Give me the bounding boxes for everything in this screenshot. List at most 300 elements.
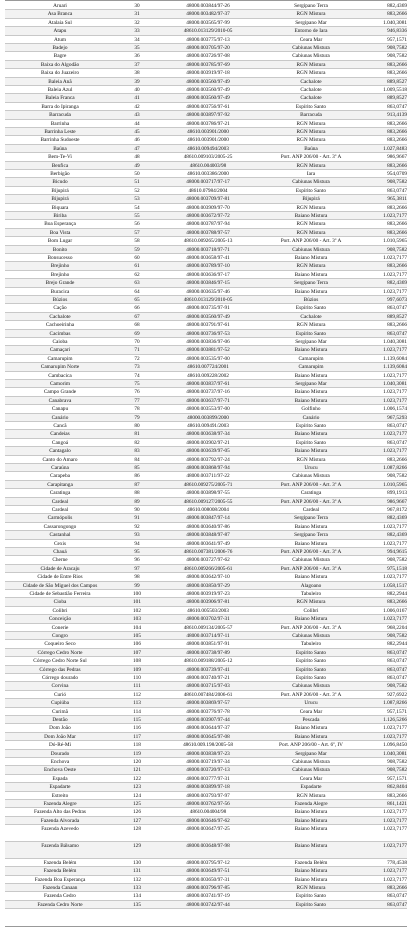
process-number-cell: 48610.013129/2010-05: [183, 297, 233, 303]
price-cell: 883,2666: [387, 61, 407, 68]
field-name-cell: Espadarte: [49, 784, 71, 791]
seq-number-cell: 107: [133, 649, 141, 656]
reference-crude-cell: Baiano Mistura: [294, 372, 328, 379]
process-number-cell: 48000.003639/97-05: [186, 448, 230, 455]
reference-crude-cell: Bijupirá: [302, 196, 320, 203]
field-name-cell: Aruari: [53, 3, 67, 9]
seq-number-cell: 78: [134, 406, 140, 413]
reference-crude-cell: Cachalote: [300, 313, 322, 320]
price-cell: 975,1518: [387, 565, 407, 572]
process-number-cell: 48000.003650/97-31: [186, 876, 230, 883]
table-row: [5, 724, 407, 732]
seq-number-cell: 61: [134, 263, 140, 270]
process-number-cell: 48000.003847/97-14: [186, 515, 230, 522]
table-row: [5, 111, 407, 119]
price-cell: 1.023,7177: [383, 213, 407, 219]
table-row: [5, 128, 407, 136]
field-name-cell: Canapu: [51, 406, 69, 413]
table-row: [5, 170, 407, 178]
seq-number-cell: 74: [134, 372, 140, 379]
seq-number-cell: 110: [133, 675, 141, 681]
reference-crude-cell: Urucu: [304, 465, 318, 471]
process-number-cell: 48610.009266/2005-61: [183, 565, 233, 572]
field-name-cell: Bom Lugar: [47, 238, 73, 245]
table-bottom-rule: [5, 926, 407, 927]
table-row: [5, 279, 407, 287]
reference-crude-cell: Espírito Santo: [295, 187, 327, 194]
process-number-cell: 48000.003648/97-98: [186, 843, 230, 849]
field-name-cell: Baleia Franca: [45, 95, 75, 102]
table-row: [5, 489, 407, 497]
reference-crude-cell: Baiano Mistura: [294, 540, 328, 547]
seq-number-cell: 134: [133, 893, 141, 900]
table-row: [5, 355, 407, 363]
process-number-cell: 48000.003899/2000: [187, 414, 229, 421]
seq-number-cell: 30: [134, 3, 140, 9]
table-row: [5, 666, 407, 674]
price-cell: 883,2666: [387, 129, 407, 135]
seq-number-cell: 52: [134, 187, 140, 194]
seq-number-cell: 133: [133, 885, 141, 891]
seq-number-cell: 96: [134, 557, 140, 564]
process-number-cell: 48000.003560/97-49: [186, 87, 230, 93]
price-cell: 946,8336: [387, 28, 407, 35]
table-row: [5, 598, 407, 606]
reference-crude-cell: Baiano Mistura: [294, 288, 328, 295]
process-number-cell: 48000.003647/97-25: [186, 826, 230, 833]
seq-number-cell: 93: [134, 532, 140, 539]
seq-number-cell: 56: [134, 221, 140, 228]
price-cell: 1.023,7177: [383, 540, 407, 547]
reference-crude-cell: Cabiunas Mistura: [292, 759, 330, 765]
table-row: [5, 867, 407, 875]
field-name-cell: Cidade de Aracaju: [40, 565, 80, 572]
table-row: [5, 884, 407, 892]
table-row: [5, 582, 407, 590]
reference-crude-cell: Baiano Mistura: [294, 725, 328, 732]
field-name-cell: Bicudo: [52, 179, 68, 186]
seq-number-cell: 40: [134, 87, 140, 93]
price-cell: 1.023,7177: [383, 372, 407, 379]
process-number-cell: 48000.003738/97-89: [186, 649, 230, 656]
table-row: [5, 229, 407, 237]
field-name-cell: Fazenda Belém: [43, 868, 77, 875]
process-number-cell: 48000.003672/97-72: [186, 213, 230, 219]
price-cell: 1.040,3081: [383, 339, 407, 345]
process-number-cell: 48000.003919/97-23: [186, 591, 230, 597]
table-row: [5, 825, 407, 842]
field-name-cell: Córrego das Pedras: [39, 666, 81, 673]
seq-number-cell: 50: [134, 171, 140, 177]
price-cell: 908,7582: [387, 45, 407, 51]
field-name-cell: Coqueiro Seco: [44, 641, 76, 648]
seq-number-cell: 43: [134, 112, 140, 119]
process-number-cell: 48000.003789/97-10: [186, 263, 230, 270]
seq-number-cell: 113: [133, 700, 141, 707]
price-cell: 1.023,7177: [383, 397, 407, 404]
price-cell: 883,2666: [387, 11, 407, 18]
table-row: [5, 699, 407, 707]
price-cell: 863,0747: [387, 675, 407, 681]
field-name-cell: Baixa do Juazeiro: [41, 70, 79, 77]
seq-number-cell: 97: [134, 565, 140, 572]
field-name-cell: Asa Branca: [47, 11, 73, 18]
table-row: [5, 78, 407, 86]
reference-crude-cell: Port. ANP 206/00 - Art. 3º A: [280, 154, 342, 161]
reference-crude-cell: Sergipano Mar: [295, 381, 327, 387]
reference-crude-cell: Baiano Mistura: [294, 389, 328, 396]
process-number-cell: 48000.003741/97-19: [186, 893, 230, 900]
table-row: [5, 506, 407, 514]
seq-number-cell: 44: [134, 120, 140, 127]
field-name-cell: Barrinha: [50, 120, 70, 127]
seq-number-cell: 114: [133, 708, 141, 715]
reference-crude-cell: Espírito Santo: [295, 658, 327, 665]
process-number-cell: 48610.009134/2005-57: [183, 624, 233, 631]
price-cell: 908,7582: [387, 179, 407, 186]
reference-crude-cell: Cachalote: [300, 87, 322, 93]
process-number-cell: 48000.003560/97-49: [186, 95, 230, 102]
process-number-cell: 48000.003848/97-87: [186, 532, 230, 539]
price-cell: 861,1421: [387, 801, 407, 807]
field-name-cell: Atapu: [53, 28, 67, 35]
seq-number-cell: 118: [133, 742, 141, 749]
price-cell: 1.009,5518: [383, 87, 407, 93]
field-name-cell: Cidade de Sebastião Ferreira: [29, 591, 91, 597]
price-cell: 927,6922: [387, 691, 407, 698]
field-name-cell: Biriba: [53, 213, 67, 219]
process-number-cell: 48000.003637/97-71: [186, 397, 230, 404]
field-name-cell: Córrego dourado: [41, 675, 79, 681]
table-row: [5, 86, 407, 94]
seq-number-cell: 116: [133, 725, 141, 732]
process-number-cell: 48610.003386/2000: [187, 171, 229, 177]
price-cell: 908,7582: [387, 246, 407, 253]
seq-number-cell: 126: [133, 809, 141, 816]
process-number-cell: 48000.003702/97-31: [186, 616, 230, 623]
field-name-cell: Canabrava: [48, 397, 72, 404]
reference-crude-cell: Baiano Mistura: [294, 431, 328, 438]
field-name-cell: Dom João: [49, 725, 71, 732]
field-name-cell: Córrego Cedro Norte Sul: [33, 658, 87, 665]
seq-number-cell: 45: [134, 129, 140, 135]
table-row: [5, 716, 407, 724]
reference-crude-cell: Baiano Mistura: [294, 843, 328, 849]
reference-crude-cell: Cardeal: [302, 507, 320, 513]
table-row: [5, 346, 407, 354]
price-cell: 1.023,7177: [383, 255, 407, 261]
field-name-cell: Canto do Amaro: [42, 456, 78, 463]
field-name-cell: Cupiúba: [51, 700, 69, 707]
process-number-cell: 48000.003796/97-85: [186, 885, 230, 891]
table-row: [5, 153, 407, 161]
reference-crude-cell: Tabuleiro: [300, 641, 322, 648]
seq-number-cell: 104: [133, 624, 141, 631]
field-name-cell: Estreito: [51, 792, 69, 799]
process-number-cell: 48000.003909/97-70: [186, 204, 230, 211]
table-row: [5, 892, 407, 900]
process-number-cell: 48610.007381/2006-76: [183, 549, 233, 555]
reference-crude-cell: Cachalote: [300, 95, 322, 102]
table-row: [5, 531, 407, 539]
reference-crude-cell: Barracuda: [300, 112, 322, 119]
table-row: [5, 615, 407, 623]
field-name-cell: Camarupim: [47, 355, 73, 362]
field-name-cell: Berbigão: [50, 171, 70, 177]
table-row: [5, 498, 407, 506]
process-number-cell: 48000.003791/97-61: [186, 322, 230, 329]
field-name-cell: Brejo Grande: [45, 280, 75, 287]
field-name-cell: Corvina: [51, 683, 69, 690]
price-cell: 863,0747: [387, 305, 407, 312]
seq-number-cell: 127: [133, 817, 141, 824]
process-number-cell: 48000.003711/97-22: [186, 473, 230, 480]
field-name-cell: Baleia Anã: [48, 78, 72, 85]
table-row: [5, 464, 407, 472]
seq-number-cell: 92: [134, 523, 140, 530]
table-row: [5, 187, 407, 195]
seq-number-cell: 99: [134, 582, 140, 589]
reference-crude-cell: Cabiunas Mistura: [292, 45, 330, 51]
price-cell: 1.023,7177: [383, 725, 407, 732]
process-number-cell: 48000.003646/97-62: [186, 817, 230, 824]
process-number-cell: 48000.003641/97-49: [186, 540, 230, 547]
table-row: [5, 590, 407, 598]
process-number-cell: 48610.009228/2002: [187, 372, 229, 379]
table-row: [5, 94, 407, 102]
field-name-cell: Cambacica: [48, 372, 72, 379]
table-row: [5, 103, 407, 111]
field-name-cell: Chauá: [53, 549, 67, 555]
seq-number-cell: 132: [133, 876, 141, 883]
field-name-cell: Atum: [53, 36, 67, 43]
process-number-cell: 48000.003902/97-21: [186, 439, 230, 446]
reference-crude-cell: RGN Mistura: [296, 70, 326, 77]
process-number-cell: 48610.009188/2005-12: [183, 658, 233, 665]
table-row: [5, 439, 407, 447]
price-cell: 1.126,5266: [383, 717, 407, 723]
reference-crude-cell: Baiano Mistura: [294, 347, 328, 354]
price-cell: 967,5293: [387, 414, 407, 421]
field-name-cell: Barrinha Leste: [44, 129, 76, 135]
field-name-cell: Carapeba: [50, 473, 70, 480]
table-row: [5, 246, 407, 254]
field-name-cell: Fazenda Azevedo: [41, 826, 79, 833]
table-row: [5, 733, 407, 741]
price-cell: 986,9667: [387, 498, 407, 505]
price-cell: 883,2666: [387, 792, 407, 799]
seq-number-cell: 70: [134, 339, 140, 345]
price-cell: 913,4139: [387, 112, 407, 119]
table-row: [5, 640, 407, 648]
seq-number-cell: 111: [133, 683, 141, 690]
process-number-cell: 48610.009491/2003: [187, 423, 229, 429]
table-row: [5, 237, 407, 245]
price-cell: 986,9667: [387, 154, 407, 161]
reference-crude-cell: Port. ANP 206/00 - Art. 3º A: [280, 498, 342, 505]
field-name-cell: Fazenda Alvorada: [40, 817, 80, 824]
reference-crude-cell: Ceara Mar: [299, 775, 323, 782]
seq-number-cell: 69: [134, 330, 140, 337]
price-cell: 778,4538: [387, 859, 407, 866]
table-row: [5, 565, 407, 573]
reference-crude-cell: Cabiunas Mistura: [292, 767, 330, 774]
process-number-cell: 48000.003775/97-13: [186, 36, 230, 43]
table-row: [5, 120, 407, 128]
price-cell: 882,2944: [387, 591, 407, 597]
price-cell: 957,1571: [387, 36, 407, 43]
price-cell: 908,7582: [387, 557, 407, 564]
process-number-cell: 48000.003776/97-78: [186, 708, 230, 715]
price-cell: 889,8527: [387, 95, 407, 102]
seq-number-cell: 37: [134, 61, 140, 68]
field-name-cell: Fazenda Alto das Pedras: [34, 809, 86, 816]
price-cell: 882,4369: [387, 515, 407, 522]
price-cell: 908,7582: [387, 683, 407, 690]
price-cell: 883,2666: [387, 120, 407, 127]
field-name-cell: Cidade de Entre Rios: [37, 574, 83, 581]
price-cell: 994,9615: [387, 549, 407, 555]
reference-crude-cell: Tabuleiro: [300, 591, 322, 597]
field-name-cell: Bagre: [53, 53, 67, 60]
field-name-cell: Cherne: [52, 557, 68, 564]
field-name-cell: Colibri: [52, 607, 68, 614]
price-cell: 863,0747: [387, 103, 407, 110]
table-row: [5, 800, 407, 808]
seq-number-cell: 117: [133, 733, 141, 740]
table-row: [5, 262, 407, 270]
process-number-cell: 48000.003649/97-51: [186, 868, 230, 875]
seq-number-cell: 58: [134, 238, 140, 245]
seq-number-cell: 131: [133, 868, 141, 875]
process-number-cell: 48000.003788/97-57: [186, 229, 230, 236]
table-row: [5, 548, 407, 556]
field-name-cell: Fazenda Cedro: [44, 893, 76, 900]
table-row: [5, 876, 407, 884]
price-cell: 863,0747: [387, 423, 407, 429]
table-row: [5, 472, 407, 480]
price-cell: 889,8527: [387, 313, 407, 320]
field-name-cell: Cardeal: [51, 498, 69, 505]
seq-number-cell: 108: [133, 658, 141, 665]
field-name-cell: Cardeal: [51, 507, 69, 513]
reference-crude-cell: Sergipano Mar: [295, 339, 327, 345]
table-row: [5, 195, 407, 203]
table-row: [5, 758, 407, 766]
table-row: [5, 741, 407, 749]
price-cell: 883,2666: [387, 137, 407, 144]
price-cell: 882,2944: [387, 641, 407, 648]
field-name-cell: Fazenda Belém: [43, 859, 77, 866]
process-number-cell: 48000.003719/97-34: [186, 759, 230, 765]
price-cell: 908,7582: [387, 767, 407, 774]
reference-crude-cell: Espírito Santo: [295, 330, 327, 337]
seq-number-cell: 39: [134, 78, 140, 85]
field-name-cell: Fazenda Cedro Norte: [37, 901, 83, 908]
seq-number-cell: 71: [134, 347, 140, 354]
field-name-cell: Baleia Azul: [47, 87, 73, 93]
field-name-cell: Camarupim Norte: [40, 364, 80, 371]
price-cell: 1.027,8483: [383, 145, 407, 152]
seq-number-cell: 60: [134, 255, 140, 261]
table-row: [5, 388, 407, 396]
reference-crude-cell: RGN Mistura: [296, 456, 326, 463]
reference-crude-cell: Baiano Mistura: [294, 876, 328, 883]
field-name-cell: Cangoá: [51, 439, 69, 446]
table-row: [5, 775, 407, 783]
price-cell: 863,0747: [387, 658, 407, 665]
process-number-cell: 48610.009127/2005-55: [183, 498, 233, 505]
field-name-cell: Bem-Te-Vi: [48, 154, 72, 161]
reference-crude-cell: Cabiunas Mistura: [292, 473, 330, 480]
process-number-cell: 48000.003715/97-03: [186, 683, 230, 690]
field-name-cell: Enchova: [50, 759, 70, 765]
process-number-cell: 48610.013129/2010-05: [183, 28, 233, 35]
seq-number-cell: 102: [133, 607, 141, 614]
process-number-cell: 48000.003898/97-55: [186, 490, 230, 497]
field-name-cell: Dentão: [52, 717, 68, 723]
reference-crude-cell: Cabiunas Mistura: [292, 246, 330, 253]
process-number-cell: 48000.003785/97-69: [186, 61, 230, 68]
reference-crude-cell: Ceara Mar: [299, 708, 323, 715]
table-row: [5, 304, 407, 312]
seq-number-cell: 42: [134, 103, 140, 110]
price-cell: 1.087,8266: [383, 465, 407, 471]
field-name-cell: Bijupirá: [51, 187, 69, 194]
seq-number-cell: 73: [134, 364, 140, 371]
seq-number-cell: 48: [134, 154, 140, 161]
field-name-cell: Carmópolis: [47, 515, 73, 522]
seq-number-cell: 101: [133, 599, 141, 606]
process-number-cell: 48000.003705/97-20: [186, 45, 230, 51]
process-number-cell: 48000.003709/97-81: [186, 196, 230, 203]
table-row: [5, 456, 407, 464]
field-name-cell: Fazenda Boa Esperança: [34, 876, 86, 883]
price-cell: 1.023,7177: [383, 817, 407, 824]
field-name-cell: Búzios: [52, 297, 68, 303]
seq-number-cell: 120: [133, 759, 141, 765]
reference-crude-cell: Espírito Santo: [295, 901, 327, 908]
field-name-cell: Conceição: [48, 616, 72, 623]
field-name-cell: Barracuda: [49, 112, 71, 119]
reference-crude-cell: Sergipano Mar: [295, 19, 327, 26]
reference-crude-cell: RGN Mistura: [296, 129, 326, 135]
price-cell: 1.040,3081: [383, 381, 407, 387]
price-cell: 908,7582: [387, 53, 407, 60]
reference-crude-cell: RGN Mistura: [296, 229, 326, 236]
process-number-cell: 48610.007724/2001: [187, 364, 229, 371]
reference-crude-cell: Baiano Mistura: [294, 255, 328, 261]
seq-number-cell: 59: [134, 246, 140, 253]
price-cell: 1.040,3081: [383, 750, 407, 757]
reference-crude-cell: Camarupim: [298, 355, 324, 362]
reference-crude-cell: Port. ANP 206/00 - Art. 6º, IV: [279, 742, 343, 749]
price-cell: 1.023,7177: [383, 389, 407, 396]
table-row: [5, 44, 407, 52]
price-cell: 883,2666: [387, 204, 407, 211]
reference-crude-cell: Cachalote: [300, 78, 322, 85]
field-name-cell: Caratinga: [49, 490, 71, 497]
seq-number-cell: 128: [133, 826, 141, 833]
field-name-cell: Carapitanga: [47, 481, 73, 488]
process-number-cell: 48000.003787/97-94: [186, 221, 230, 228]
reference-crude-cell: Espírito Santo: [295, 103, 327, 110]
reference-crude-cell: Urucu: [304, 700, 318, 707]
price-cell: 1.006,0167: [383, 607, 407, 614]
table-row: [5, 649, 407, 657]
table-row: [5, 330, 407, 338]
process-number-cell: 48000.003786/97-21: [186, 120, 230, 127]
